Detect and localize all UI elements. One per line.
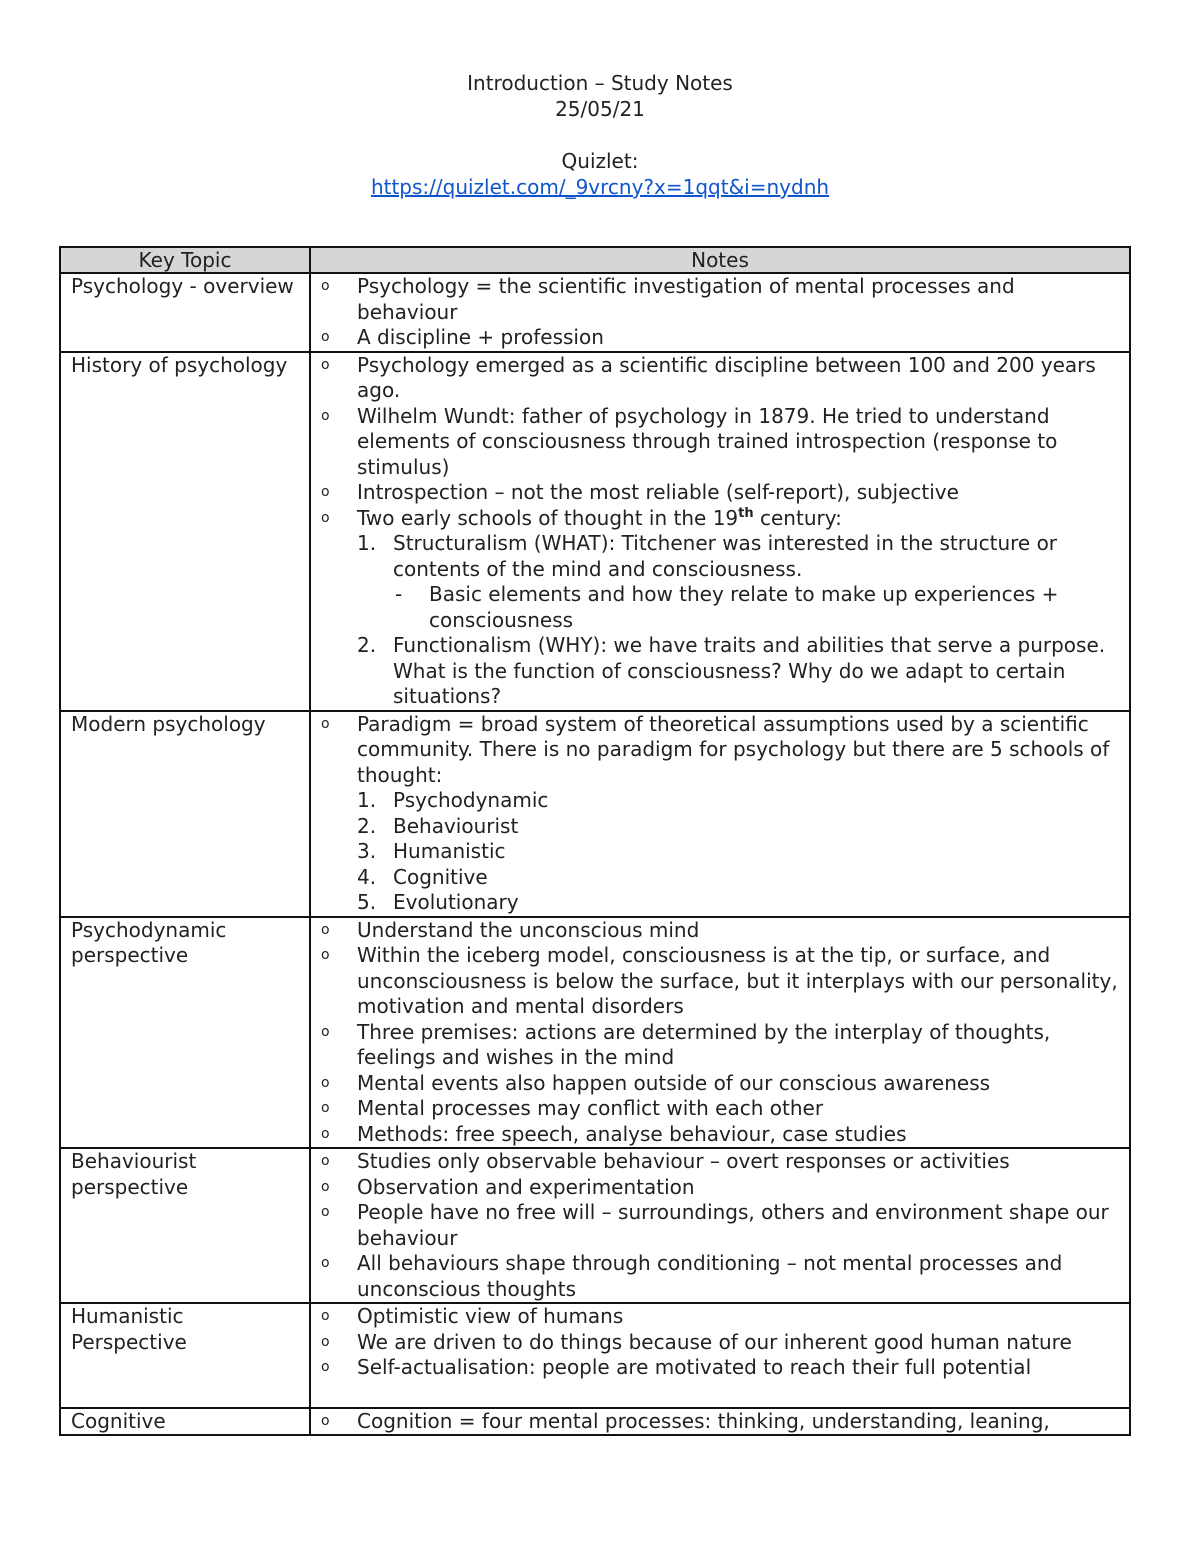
list-item: o Psychology = the scientific investigation of mental processes and behaviour bbox=[321, 274, 1015, 324]
bullet-marker: o bbox=[321, 715, 330, 732]
bullet-marker: o bbox=[321, 1023, 330, 1040]
topic-cell: Humanistic Perspective bbox=[60, 1303, 310, 1408]
topic-cell: Modern psychology bbox=[60, 711, 310, 917]
bullet-marker: o bbox=[321, 1074, 330, 1091]
list-item: o Methods: free speech, analyse behaviour, case studies bbox=[321, 1121, 907, 1146]
bullet-marker: o bbox=[321, 1125, 330, 1142]
topic-cell: Psychology - overview bbox=[60, 273, 310, 352]
bullet-marker: o bbox=[321, 947, 330, 963]
list-item: o Mental events also happen outside of our conscious awareness bbox=[321, 1070, 991, 1095]
notes-cell bbox=[310, 273, 1130, 352]
bullet-marker: o bbox=[321, 278, 330, 294]
numbered-item: 1. Structuralism (WHAT): Titchener was interested in the structure or contents of the mind and consciousness. bbox=[357, 531, 1058, 581]
bullet-marker: o bbox=[321, 1255, 330, 1271]
numbered-item: 3. Humanistic bbox=[357, 839, 506, 863]
list-item: o Studies only observable behaviour – overt responses or activities bbox=[321, 1149, 1010, 1173]
list-item: o Mental processes may conflict with each other bbox=[321, 1096, 824, 1120]
numbered-item: 4. Cognitive bbox=[357, 864, 488, 889]
bullet-marker: o bbox=[321, 1308, 330, 1324]
notes-cell bbox=[310, 711, 1130, 917]
list-item: o We are driven to do things because of our inherent good human nature bbox=[321, 1329, 1072, 1354]
notes-cell bbox=[310, 917, 1130, 1149]
superscript: th bbox=[738, 505, 754, 521]
list-item: o Wilhelm Wundt: father of psychology in 1879. He tried to understand elements of consciousness through trained introspection (response to stimulus) bbox=[321, 403, 1058, 479]
bullet-marker: o bbox=[321, 1204, 330, 1220]
list-item: o Understand the unconscious mind bbox=[321, 917, 700, 942]
notes-cell bbox=[310, 1303, 1130, 1408]
bullet-marker: o bbox=[321, 407, 330, 424]
numbered-item: 1. Psychodynamic bbox=[357, 788, 549, 812]
bullet-marker: o bbox=[321, 1100, 330, 1116]
list-item: o Cognition = four mental processes: thinking, understanding, leaning, bbox=[321, 1408, 1050, 1433]
numbered-item: 2. Functionalism (WHY): we have traits and abilities that serve a purpose. What is the function of consciousness? Why do we adapt to certain situations? bbox=[357, 633, 1106, 708]
numbered-item: 2. Behaviourist bbox=[357, 813, 519, 838]
bullet-marker: o bbox=[321, 921, 330, 938]
document-date: 25/05/21 bbox=[555, 97, 645, 121]
notes-table bbox=[59, 246, 1131, 1436]
table-row bbox=[60, 1303, 1130, 1408]
list-item: o Introspection – not the most reliable (self-report), subjective bbox=[321, 480, 959, 504]
table-row bbox=[60, 273, 1130, 352]
list-item: o Optimistic view of humans bbox=[321, 1304, 624, 1328]
list-item: o Two early schools of thought in the 19th century: bbox=[321, 505, 842, 530]
dash-item: - Basic elements and how they relate to make up experiences + consciousness bbox=[395, 582, 1059, 632]
notes-cell bbox=[310, 1408, 1130, 1436]
list-item: o Three premises: actions are determined by the interplay of thoughts, feelings and wishes in the mind bbox=[321, 1019, 1051, 1069]
table-header-row bbox=[60, 247, 1130, 273]
document-title: Introduction – Study Notes bbox=[467, 71, 733, 95]
bullet-marker: o bbox=[321, 1153, 330, 1169]
list-item: o A discipline + profession bbox=[321, 325, 604, 349]
bullet-marker: o bbox=[321, 509, 330, 526]
table-row bbox=[60, 711, 1130, 917]
bullet-marker: o bbox=[321, 1412, 330, 1429]
table-row bbox=[60, 352, 1130, 711]
bullet-marker: o bbox=[321, 1359, 330, 1375]
topic-cell: History of psychology bbox=[60, 352, 310, 711]
bullet-marker: o bbox=[321, 1333, 330, 1350]
bullet-marker: o bbox=[321, 484, 330, 500]
bullet-marker: o bbox=[321, 356, 330, 373]
list-item: o People have no free will – surroundings, others and environment shape our behaviour bbox=[321, 1200, 1109, 1250]
list-item: o Within the iceberg model, consciousness is at the tip, or surface, and unconsciousness is below the surface, but it interplays with our personality, motivation and mental disorders bbox=[321, 943, 1118, 1018]
topic-cell: Psychodynamic perspective bbox=[60, 917, 310, 1149]
list-item: o Observation and experimentation bbox=[321, 1174, 695, 1199]
table-row bbox=[60, 917, 1130, 1149]
bullet-marker: o bbox=[321, 329, 330, 345]
column-header-notes: Notes bbox=[310, 247, 1130, 273]
notes-cell bbox=[310, 352, 1130, 711]
bullet-marker: o bbox=[321, 1178, 330, 1195]
list-item: o Self-actualisation: people are motivated to reach their full potential bbox=[321, 1355, 1032, 1379]
topic-cell: Behaviourist perspective bbox=[60, 1148, 310, 1303]
quizlet-label: Quizlet: bbox=[561, 149, 639, 173]
list-item: o Psychology emerged as a scientific discipline between 100 and 200 years ago. bbox=[321, 352, 1096, 402]
list-item: o All behaviours shape through conditioning – not mental processes and unconscious thoughts bbox=[321, 1251, 1063, 1301]
quizlet-link[interactable]: https://quizlet.com/_9vrcny?x=1qqt&i=nydnh bbox=[370, 175, 830, 199]
notes-cell bbox=[310, 1148, 1130, 1303]
column-header-key-topic: Key Topic bbox=[60, 247, 310, 273]
numbered-item: 5. Evolutionary bbox=[357, 890, 519, 914]
table-row bbox=[60, 1408, 1130, 1436]
document-header bbox=[0, 70, 1200, 200]
table-row bbox=[60, 1148, 1130, 1303]
topic-cell: Cognitive bbox=[60, 1408, 310, 1436]
list-item: o Paradigm = broad system of theoretical assumptions used by a scientific community. There is no paradigm for psychology but there are 5 schools of thought: bbox=[321, 711, 1110, 787]
